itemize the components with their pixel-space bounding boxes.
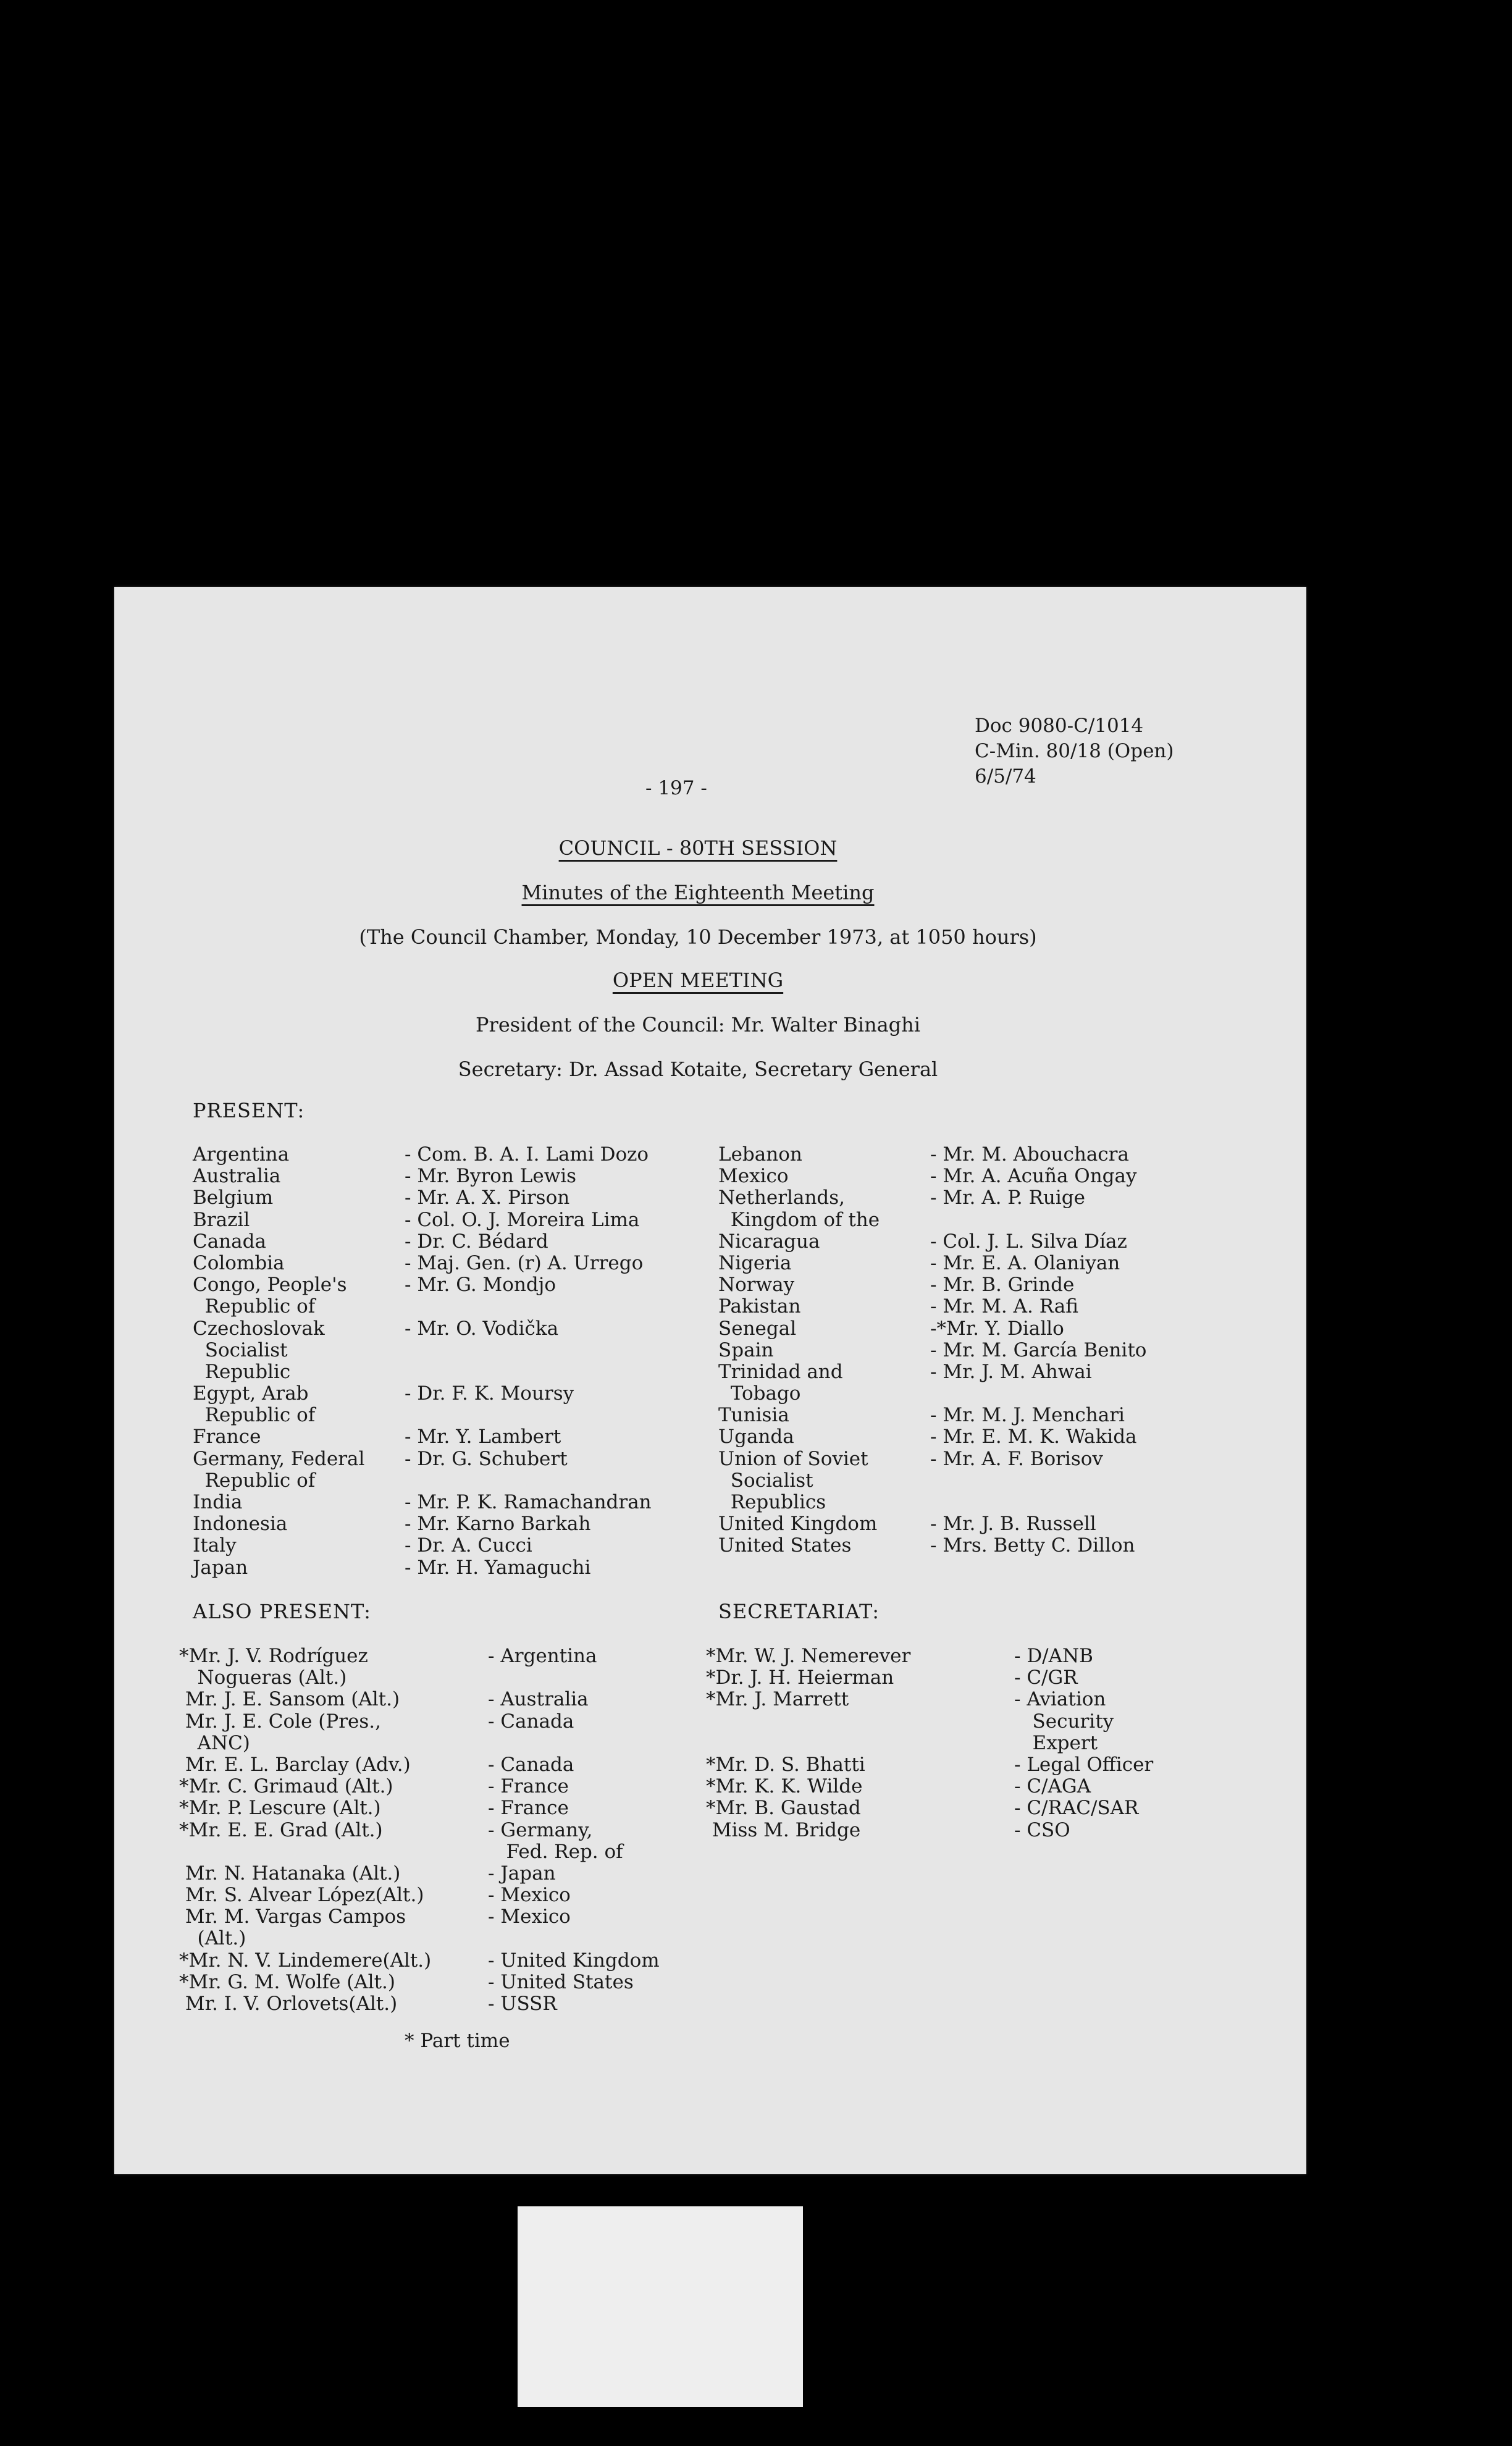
attendee-name: Mr. J. E. Cole (Pres.,: [179, 1710, 382, 1733]
country-name: France: [193, 1426, 261, 1448]
country-name: Indonesia: [193, 1513, 288, 1536]
country-name: Republics: [718, 1491, 826, 1513]
representative-name: - Mr. E. M. K. Wakida: [930, 1426, 1137, 1448]
attendee-country: - Japan: [488, 1862, 556, 1885]
representative-name: - Dr. F. K. Moursy: [405, 1382, 574, 1405]
country-name: Socialist: [718, 1469, 813, 1492]
country-name: Canada: [193, 1230, 266, 1253]
representative-name: [405, 1340, 652, 1361]
representative-name: - Mr. J. B. Russell: [930, 1513, 1096, 1536]
attendee-name: *Mr. C. Grimaud (Alt.): [179, 1775, 393, 1798]
country-name: Czechoslovak: [193, 1317, 325, 1340]
representative-name: - Dr. C. Bédard: [405, 1230, 548, 1253]
also-present-names: [179, 1645, 431, 2015]
country-name: Union of Soviet: [718, 1447, 868, 1470]
attendee-name: ANC): [179, 1731, 250, 1754]
country-name: Congo, People's: [193, 1274, 347, 1297]
country-name: Netherlands,: [718, 1187, 846, 1209]
representative-name: [930, 1470, 1146, 1492]
representative-name: - Mr. P. K. Ramachandran: [405, 1491, 652, 1513]
representative-name: - Mr. Byron Lewis: [405, 1165, 577, 1188]
country-name: Colombia: [193, 1251, 285, 1274]
representative-name: - Mr. A. P. Ruige: [930, 1187, 1085, 1209]
part-time-note: * Part time: [405, 2030, 510, 2052]
secretariat-role: - D/ANB: [1014, 1645, 1093, 1667]
present-left-reps: [405, 1144, 652, 1579]
attendee-country: - Mexico: [488, 1884, 571, 1907]
representative-name: - Mr. A. Acuña Ongay: [930, 1165, 1137, 1188]
attendee-country: [488, 1667, 660, 1689]
attendee-name: *Mr. P. Lescure (Alt.): [179, 1797, 381, 1820]
representative-name: - Mr. Y. Lambert: [405, 1426, 561, 1448]
country-name: United States: [718, 1534, 852, 1557]
document-title: COUNCIL - 80TH SESSION: [558, 836, 838, 860]
country-name: Nigeria: [718, 1251, 792, 1274]
country-name: Mexico: [718, 1165, 789, 1188]
minutes-number: C-Min. 80/18 (Open): [975, 740, 1174, 762]
attendee-country: - Mexico: [488, 1906, 571, 1928]
present-right-reps: [930, 1144, 1146, 1557]
also-present-heading: ALSO PRESENT:: [193, 1600, 371, 1623]
secretary-line: Secretary: Dr. Assad Kotaite, Secretary General: [458, 1057, 938, 1081]
secretariat-role: - Aviation: [1014, 1688, 1106, 1711]
representative-name: - Mrs. Betty C. Dillon: [930, 1534, 1135, 1557]
attendee-name: *Mr. E. E. Grad (Alt.): [179, 1818, 383, 1841]
attendee-name: *Mr. G. M. Wolfe (Alt.): [179, 1970, 395, 1993]
country-name: Egypt, Arab: [193, 1382, 309, 1405]
meeting-location: (The Council Chamber, Monday, 10 December 1973, at 1050 hours): [359, 925, 1037, 949]
country-name: Japan: [193, 1556, 248, 1579]
present-left-countries: [193, 1144, 364, 1579]
country-name: Kingdom of the: [718, 1208, 880, 1231]
country-name: Italy: [193, 1534, 237, 1557]
secretariat-role: - C/RAC/SAR: [1014, 1797, 1139, 1820]
doc-date: 6/5/74: [975, 765, 1036, 788]
attendee-name: (Alt.): [179, 1927, 246, 1950]
representative-name: - Dr. G. Schubert: [405, 1447, 568, 1470]
secretariat-role: Security: [1014, 1710, 1114, 1733]
attendee-name: Mr. M. Vargas Campos: [179, 1906, 406, 1928]
attendee-name: [179, 1841, 431, 1863]
country-name: Pakistan: [718, 1295, 801, 1318]
representative-name: - Mr. M. J. Menchari: [930, 1404, 1125, 1427]
representative-name: - Mr. E. A. Olaniyan: [930, 1251, 1120, 1274]
country-name: Germany, Federal: [193, 1447, 365, 1470]
representative-name: - Mr. Karno Barkah: [405, 1513, 591, 1536]
secretariat-name: *Mr. K. K. Wilde: [706, 1775, 863, 1798]
secretariat-name: Miss M. Bridge: [706, 1818, 861, 1841]
attendee-country: - United States: [488, 1970, 634, 1993]
country-name: Socialist: [193, 1339, 288, 1361]
attendee-name: *Mr. J. V. Rodríguez: [179, 1645, 368, 1667]
attendee-name: Mr. N. Hatanaka (Alt.): [179, 1862, 401, 1885]
country-name: United Kingdom: [718, 1513, 878, 1536]
attendee-name: Mr. S. Alvear López(Alt.): [179, 1884, 424, 1907]
attendee-name: Mr. E. L. Barclay (Adv.): [179, 1753, 411, 1776]
secretariat-name: *Mr. D. S. Bhatti: [706, 1753, 865, 1776]
country-name: Brazil: [193, 1208, 250, 1231]
country-name: Republic of: [193, 1404, 316, 1427]
representative-name: - Mr. O. Vodička: [405, 1317, 559, 1340]
attendee-name: Nogueras (Alt.): [179, 1666, 347, 1689]
present-heading: PRESENT:: [193, 1099, 305, 1122]
country-name: Australia: [193, 1165, 281, 1188]
secretariat-names: [706, 1645, 910, 1841]
attendee-country: Fed. Rep. of: [488, 1840, 623, 1863]
country-name: India: [193, 1491, 243, 1513]
attendee-country: - France: [488, 1775, 569, 1798]
attendee-country: - Canada: [488, 1710, 574, 1733]
representative-name: - Mr. G. Mondjo: [405, 1274, 556, 1297]
country-name: Spain: [718, 1339, 774, 1361]
representative-name: - Col. J. L. Silva Díaz: [930, 1230, 1127, 1253]
page-number: - 197 -: [645, 777, 707, 799]
representative-name: - Maj. Gen. (r) A. Urrego: [405, 1251, 644, 1274]
attendee-country: - Canada: [488, 1753, 574, 1776]
also-present-countries: [488, 1645, 660, 2015]
secretariat-name: *Mr. J. Marrett: [706, 1688, 849, 1711]
blank-slip: [518, 2206, 803, 2407]
meeting-type: OPEN MEETING: [612, 969, 784, 992]
representative-name: -*Mr. Y. Diallo: [930, 1317, 1064, 1340]
representative-name: - Mr. M. A. Rafi: [930, 1295, 1078, 1318]
country-name: Senegal: [718, 1317, 797, 1340]
representative-name: [930, 1209, 1146, 1231]
representative-name: [405, 1361, 652, 1383]
secretariat-name: [706, 1711, 910, 1733]
country-name: Republic: [193, 1360, 291, 1383]
document-subtitle: Minutes of the Eighteenth Meeting: [521, 881, 875, 904]
document-reference: [975, 713, 1174, 789]
representative-name: - Mr. A. X. Pirson: [405, 1187, 570, 1209]
country-name: Tobago: [718, 1382, 801, 1405]
attendee-country: - Australia: [488, 1688, 589, 1711]
doc-number: Doc 9080-C/1014: [975, 715, 1144, 737]
representative-name: - Com. B. A. I. Lami Dozo: [405, 1143, 649, 1166]
attendee-country: - Germany,: [488, 1818, 593, 1841]
secretariat-name: *Dr. J. H. Heierman: [706, 1666, 894, 1689]
present-right-countries: [718, 1144, 880, 1557]
secretariat-heading: SECRETARIAT:: [718, 1600, 880, 1623]
country-name: Argentina: [193, 1143, 290, 1166]
attendee-name: *Mr. N. V. Lindemere(Alt.): [179, 1949, 432, 1972]
representative-name: [930, 1383, 1146, 1405]
representative-name: [405, 1470, 652, 1492]
representative-name: - Mr. H. Yamaguchi: [405, 1556, 591, 1579]
secretariat-roles: [1014, 1645, 1153, 1841]
attendee-country: - USSR: [488, 1993, 557, 2015]
representative-name: - Mr. M. Abouchacra: [930, 1143, 1129, 1166]
representative-name: - Dr. A. Cucci: [405, 1534, 532, 1557]
attendee-name: Mr. J. E. Sansom (Alt.): [179, 1688, 400, 1711]
representative-name: - Mr. A. F. Borisov: [930, 1447, 1103, 1470]
attendee-country: [488, 1733, 660, 1754]
representative-name: - Col. O. J. Moreira Lima: [405, 1208, 640, 1231]
country-name: Republic of: [193, 1295, 316, 1318]
country-name: Norway: [718, 1274, 795, 1297]
representative-name: [930, 1492, 1146, 1513]
representative-name: - Mr. J. M. Ahwai: [930, 1360, 1092, 1383]
attendee-country: - Argentina: [488, 1645, 597, 1667]
attendee-country: - France: [488, 1797, 569, 1820]
secretariat-name: *Mr. W. J. Nemerever: [706, 1645, 911, 1667]
representative-name: [405, 1405, 652, 1426]
country-name: Tunisia: [718, 1404, 789, 1427]
secretariat-role: - CSO: [1014, 1818, 1070, 1841]
secretariat-name: [706, 1733, 910, 1754]
country-name: Uganda: [718, 1426, 794, 1448]
secretariat-role: - C/AGA: [1014, 1775, 1091, 1798]
country-name: Republic of: [193, 1469, 316, 1492]
representative-name: - Mr. B. Grinde: [930, 1274, 1075, 1297]
representative-name: - Mr. M. García Benito: [930, 1339, 1147, 1361]
secretariat-role: - Legal Officer: [1014, 1753, 1154, 1776]
country-name: Nicaragua: [718, 1230, 820, 1253]
country-name: Belgium: [193, 1187, 274, 1209]
attendee-country: - United Kingdom: [488, 1949, 660, 1972]
country-name: Lebanon: [718, 1143, 802, 1166]
attendee-name: Mr. I. V. Orlovets(Alt.): [179, 1993, 398, 2015]
president-line: President of the Council: Mr. Walter Binaghi: [476, 1013, 920, 1036]
country-name: Trinidad and: [718, 1360, 843, 1383]
secretariat-role: Expert: [1014, 1731, 1098, 1754]
secretariat-name: *Mr. B. Gaustad: [706, 1797, 861, 1820]
attendee-country: [488, 1928, 660, 1949]
representative-name: [405, 1296, 652, 1318]
secretariat-role: - C/GR: [1014, 1666, 1078, 1689]
